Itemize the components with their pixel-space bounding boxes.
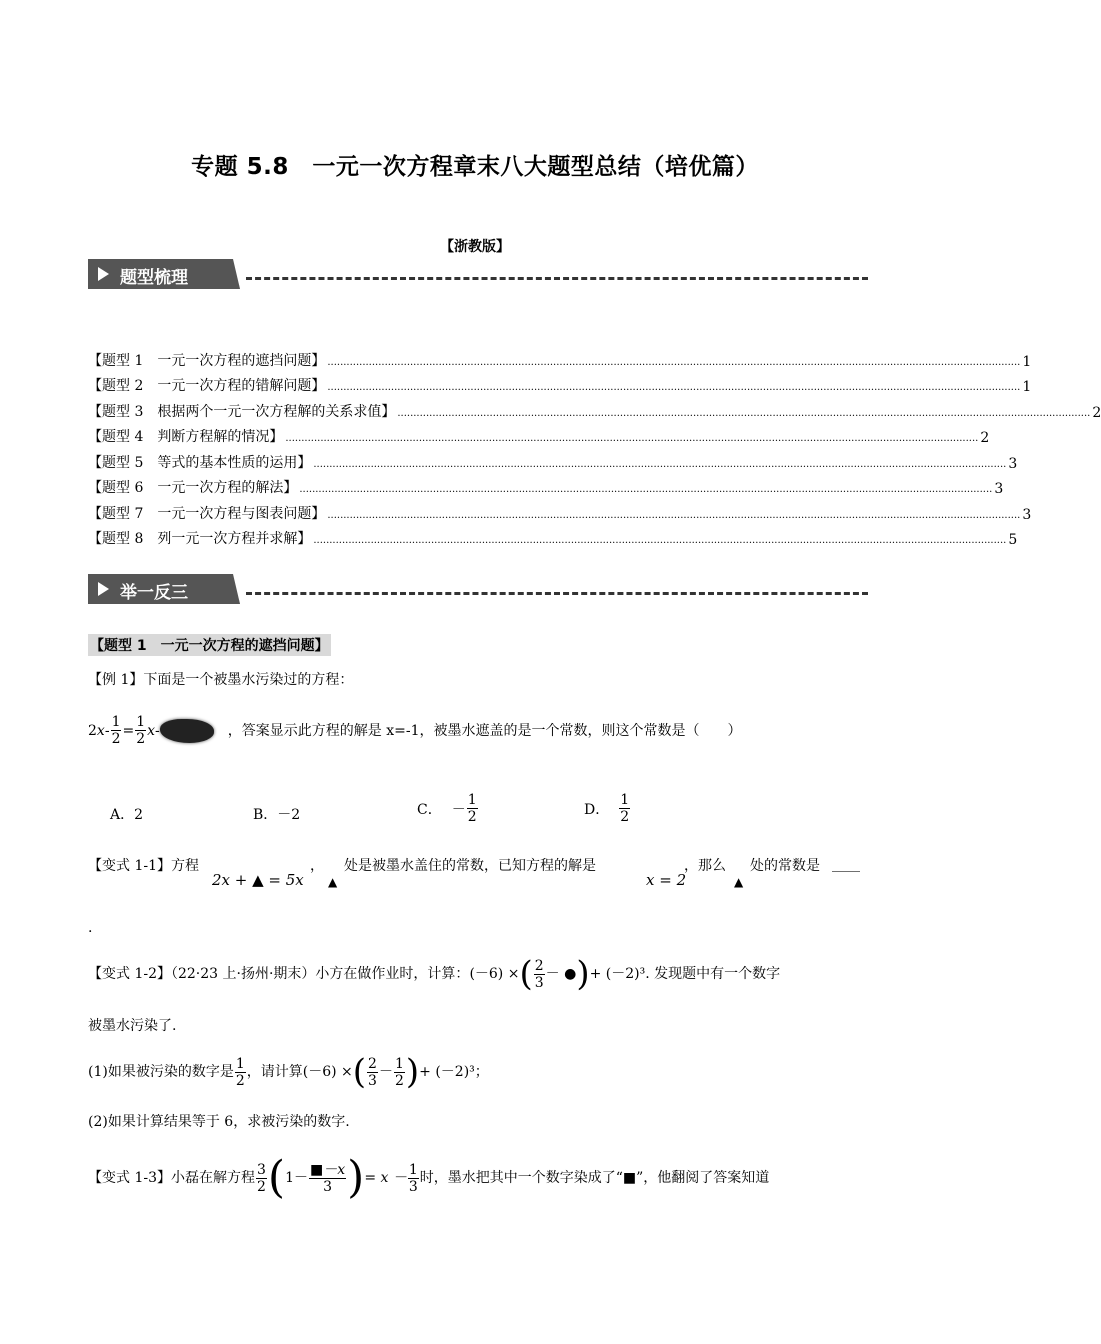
minus-sign: － — [451, 801, 466, 818]
toc-page: 2 — [1092, 404, 1101, 421]
example1-intro: 【例 1】下面是一个被墨水污染过的方程： — [88, 672, 354, 688]
denominator: 3 — [408, 1178, 418, 1195]
numerator: 1 — [620, 792, 630, 808]
option-c[interactable] — [417, 792, 479, 825]
toc-leader: .......................................................................................................................................................................................................................... — [327, 382, 1021, 393]
expr-part: = x － — [364, 1170, 407, 1186]
variant-lead: 【变式 1-2】（22·23 上·扬州·期末）小方在做作业时，计算： — [88, 966, 470, 982]
banner-label: 举一反三 — [120, 583, 188, 603]
fraction — [309, 1162, 346, 1195]
toc-label: 【题型 2 一元一次方程的错解问题】 — [88, 378, 326, 394]
table-of-contents — [88, 344, 1101, 548]
denominator: 3 — [323, 1178, 333, 1195]
toc-item[interactable] — [88, 472, 1004, 498]
denominator: 2 — [136, 731, 146, 747]
expr-part: + (－2)³ — [589, 966, 646, 982]
right-paren: ) — [405, 1052, 420, 1092]
expr-part: (－6) × — [469, 966, 520, 982]
variant-1-1 — [88, 856, 864, 889]
eq-var: x — [96, 722, 105, 739]
equation: 2x + ▲ = 5x — [212, 871, 304, 889]
numerator: 1 — [136, 714, 146, 730]
denominator: 3 — [534, 974, 544, 991]
variant-1-3 — [88, 1152, 864, 1204]
toc-item[interactable] — [88, 344, 1032, 370]
right-paren: ) — [347, 1152, 365, 1203]
toc-leader: .......................................................................................................................................................................................................................... — [327, 509, 1021, 521]
toc-label: 【题型 3 根据两个一元一次方程解的关系求值】 — [88, 403, 396, 420]
variant-1-1-end: . — [88, 920, 93, 936]
toc-page: 5 — [1008, 532, 1018, 548]
eq-var: x — [147, 722, 156, 739]
left-paren: ( — [267, 1152, 286, 1203]
toc-label: 【题型 4 判断方程解的情况】 — [88, 429, 284, 445]
example1-equation — [88, 714, 864, 747]
variant-lead: 【变式 1-1】方程 — [88, 858, 199, 874]
fraction — [235, 1056, 246, 1089]
eq-term: 2 — [88, 722, 97, 739]
toc-item[interactable] — [88, 395, 1101, 421]
numerator: 1 — [111, 714, 121, 730]
expr-part: － ● — [545, 966, 577, 982]
numerator: ■－x — [310, 1161, 346, 1178]
option-a[interactable]: A．2 — [110, 807, 144, 823]
toc-leader: .......................................................................................................................................................................................................................... — [313, 535, 1007, 546]
toc-leader: .......................................................................................................................................................................................................................... — [327, 356, 1021, 368]
right-paren: ) — [576, 954, 590, 994]
fraction — [467, 792, 478, 825]
option-b[interactable]: B．－2 — [253, 807, 301, 823]
page-title: 专题 5.8 一元一次方程章末八大题型总结（培优篇） — [191, 154, 759, 180]
numerator: 1 — [467, 792, 477, 808]
toc-leader: .......................................................................................................................................................................................................................... — [285, 433, 979, 444]
toc-label: 【题型 7 一元一次方程与图表问题】 — [88, 505, 326, 522]
variant-text: 处的常数是 — [750, 858, 820, 874]
eq-op: - — [155, 722, 160, 739]
variant-text: ，那么 — [684, 858, 726, 874]
toc-item[interactable] — [88, 497, 1032, 523]
numerator: 1 — [394, 1055, 404, 1072]
comma: ， — [310, 858, 324, 874]
example1-question: ，答案显示此方程的解是 x=-1，被墨水遮盖的是一个常数，则这个常数是（ ） — [227, 722, 742, 739]
option-d[interactable] — [584, 792, 631, 825]
toc-label: 【题型 1 一元一次方程的遮挡问题】 — [88, 352, 326, 369]
toc-label: 【题型 6 一元一次方程的解法】 — [88, 480, 298, 496]
variant-text: 时，墨水把其中一个数字染成了“■”，他翻阅了答案知道 — [419, 1170, 770, 1186]
toc-page: 1 — [1022, 379, 1032, 395]
section-heading: 【题型 1 一元一次方程的遮挡问题】 — [88, 634, 331, 656]
example1-options — [110, 792, 670, 838]
left-paren: ( — [519, 954, 533, 994]
toc-item[interactable] — [88, 446, 1018, 472]
banner-label: 题型梳理 — [120, 268, 188, 288]
dashed-rule — [246, 277, 868, 280]
option-label: D． — [584, 801, 610, 818]
variant-1-2 — [88, 952, 864, 996]
toc-page: 3 — [1008, 455, 1018, 472]
toc-label: 【题型 8 列一元一次方程并求解】 — [88, 531, 312, 547]
toc-page: 3 — [1022, 506, 1032, 523]
eq-op: = — [122, 722, 135, 739]
solution: x = 2 — [646, 871, 687, 889]
fraction — [111, 714, 122, 747]
expr-part: (－6) × — [302, 1064, 353, 1080]
left-paren: ( — [352, 1052, 367, 1092]
expr-part: + (－2)³； — [419, 1064, 489, 1080]
option-label: C． — [417, 801, 442, 818]
denominator: 2 — [620, 809, 630, 825]
denominator: 2 — [257, 1178, 266, 1195]
fraction — [394, 1056, 405, 1089]
banner-types — [88, 259, 868, 295]
denominator: 2 — [235, 1072, 245, 1089]
toc-leader: .......................................................................................................................................................................................................................... — [299, 484, 993, 495]
play-icon — [98, 267, 109, 281]
fraction — [619, 792, 630, 825]
toc-leader: .......................................................................................................................................................................................................................... — [397, 407, 1091, 419]
fraction — [534, 958, 545, 991]
question-1 — [88, 1050, 864, 1094]
variant-text: . 发现题中有一个数字 — [645, 966, 781, 982]
fraction — [408, 1162, 419, 1195]
toc-page: 1 — [1022, 353, 1032, 370]
variant-lead: 【变式 1-3】小磊在解方程 — [88, 1170, 255, 1186]
dashed-rule — [246, 592, 868, 595]
fraction — [135, 714, 146, 747]
answer-blank[interactable]: ＿＿ — [832, 858, 860, 874]
denominator: 2 — [111, 731, 121, 747]
denominator: 3 — [368, 1072, 377, 1089]
expr-part: － — [378, 1064, 393, 1080]
toc-item[interactable] — [88, 523, 1018, 549]
question-text: ，请计算 — [246, 1064, 303, 1080]
fraction — [367, 1056, 378, 1089]
toc-leader: .......................................................................................................................................................................................................................... — [313, 458, 1007, 470]
toc-page: 2 — [980, 430, 990, 446]
numerator: 3 — [257, 1161, 266, 1178]
toc-item[interactable] — [88, 370, 1032, 396]
variant-1-2-line2: 被墨水污染了. — [88, 1018, 177, 1034]
numerator: 1 — [408, 1161, 418, 1178]
triangle-icon: ▲ — [734, 875, 744, 889]
question-lead: (1)如果被污染的数字是 — [88, 1064, 234, 1080]
question-2: (2)如果计算结果等于 6，求被污染的数字. — [88, 1114, 350, 1130]
toc-item[interactable] — [88, 421, 990, 447]
denominator: 2 — [467, 809, 477, 825]
toc-page: 3 — [994, 481, 1004, 497]
triangle-icon: ▲ — [328, 875, 338, 889]
eq-op: - — [104, 722, 110, 739]
banner-examples — [88, 574, 868, 610]
fraction — [256, 1162, 267, 1195]
expr-part: 1－ — [285, 1170, 309, 1186]
numerator: 1 — [235, 1055, 245, 1072]
ink-blot — [160, 719, 214, 743]
numerator: 2 — [534, 957, 544, 974]
variant-text: 处是被墨水盖住的常数，已知方程的解是 — [344, 858, 596, 874]
toc-label: 【题型 5 等式的基本性质的运用】 — [88, 454, 312, 471]
edition-label: 【浙教版】 — [440, 239, 510, 255]
denominator: 2 — [394, 1072, 404, 1089]
numerator: 2 — [368, 1055, 377, 1072]
play-icon — [98, 582, 109, 596]
